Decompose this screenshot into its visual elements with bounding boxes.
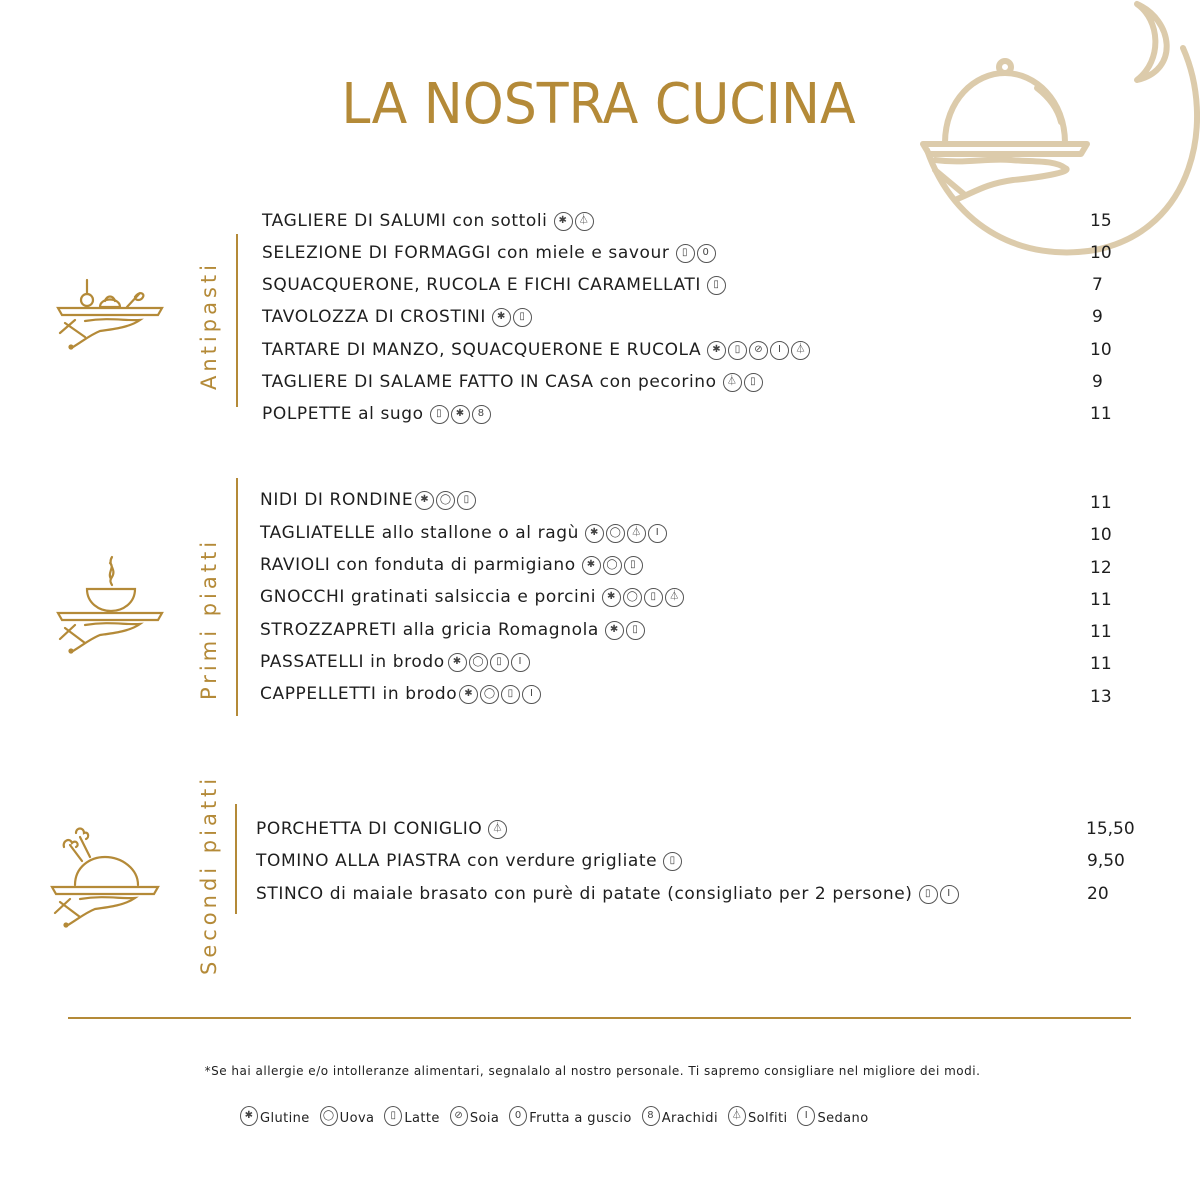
section-divider [236,478,238,716]
sedano-icon: Ⅰ [648,524,667,543]
glutine-icon: ✱ [554,212,573,231]
section-divider [235,804,237,914]
menu-item: TARTARE DI MANZO, SQUACQUERONE E RUCOLA ✱ ▯ ⊘ Ⅰ ⏃ [262,337,810,363]
latte-icon: ▯ [490,653,509,672]
frutta-a-guscio-icon: 0 [697,244,716,263]
menu-item: TOMINO ALLA PIASTRA con verdure grigliate ▯ [256,848,682,874]
latte-icon: ▯ [457,491,476,510]
section-label-secondi-piatti: Secondi piatti [197,774,221,975]
price: 7 [1092,275,1103,295]
allergen-icons [663,852,682,871]
latte-icon: ▯ [501,685,520,704]
legend-item-frutta-a-guscio: 0 Frutta a guscio [509,1106,631,1126]
price: 13 [1090,687,1112,707]
latte-icon: ▯ [513,308,532,327]
sedano-icon: Ⅰ [797,1106,815,1126]
cloche-moon-decoration-icon [915,0,1200,260]
glutine-icon: ✱ [585,524,604,543]
price: 11 [1090,654,1112,674]
arachidi-icon: 8 [642,1106,660,1126]
menu-item: SELEZIONE DI FORMAGGI con miele e savour ▯ 0 [262,240,716,266]
allergen-icons [707,341,810,360]
menu-item: CAPPELLETTI in brodo ✱ ◯ ▯ Ⅰ [260,681,541,707]
section-label-antipasti: Antipasti [197,261,221,390]
price: 9,50 [1087,851,1125,871]
latte-icon: ▯ [707,276,726,295]
menu-item: TAGLIERE DI SALUMI con sottoli ✱ ⏃ [262,208,594,234]
price: 15 [1090,211,1112,231]
uova-icon: ◯ [469,653,488,672]
menu-item: RAVIOLI con fonduta di parmigiano ✱ ◯ ▯ [260,552,643,578]
section-divider [236,234,238,407]
solfiti-icon: ⏃ [627,524,646,543]
latte-icon: ▯ [626,621,645,640]
price: 11 [1090,404,1112,424]
glutine-icon: ✱ [459,685,478,704]
menu-item: GNOCCHI gratinati salsiccia e porcini ✱ ◯ ▯ ⏃ [260,584,684,610]
arachidi-icon: 8 [472,405,491,424]
allergen-icons [582,556,643,575]
glutine-icon: ✱ [415,491,434,510]
legend-item-uova: ◯ Uova [320,1106,375,1126]
latte-icon: ▯ [744,373,763,392]
glutine-icon: ✱ [707,341,726,360]
glutine-icon: ✱ [451,405,470,424]
menu-item: NIDI DI RONDINE ✱ ◯ ▯ [260,487,476,513]
menu-item: POLPETTE al sugo ▯ ✱ 8 [262,401,491,427]
price: 10 [1090,340,1112,360]
latte-icon: ▯ [919,885,938,904]
allergen-icons [605,621,645,640]
allergen-icons [488,820,507,839]
allergen-icons [707,276,726,295]
latte-icon: ▯ [728,341,747,360]
menu-item: STROZZAPRETI alla gricia Romagnola ✱ ▯ [260,617,645,643]
allergen-icons [723,373,763,392]
glutine-icon: ✱ [240,1106,258,1126]
sedano-icon: Ⅰ [511,653,530,672]
soia-icon: ⊘ [450,1106,468,1126]
uova-icon: ◯ [623,588,642,607]
price: 10 [1090,525,1112,545]
uova-icon: ◯ [606,524,625,543]
sedano-icon: Ⅰ [940,885,959,904]
menu-item: TAGLIATELLE allo stallone o al ragù ✱ ◯ ⏃ Ⅰ [260,520,667,546]
tray-appetizers-icon [55,275,165,360]
solfiti-icon: ⏃ [728,1106,746,1126]
solfiti-icon: ⏃ [665,588,684,607]
solfiti-icon: ⏃ [488,820,507,839]
glutine-icon: ✱ [492,308,511,327]
allergen-icons [602,588,684,607]
page-title: LA NOSTRA CUCINA [340,72,856,137]
sedano-icon: Ⅰ [522,685,541,704]
allergen-icons [459,685,541,704]
sedano-icon: Ⅰ [770,341,789,360]
legend-item-glutine: ✱ Glutine [240,1106,310,1126]
section-label-primi-piatti: Primi piatti [197,537,221,700]
glutine-icon: ✱ [582,556,601,575]
glutine-icon: ✱ [602,588,621,607]
frutta-a-guscio-icon: 0 [509,1106,527,1126]
price: 9 [1092,307,1103,327]
legend-item-solfiti: ⏃ Solfiti [728,1106,788,1126]
price: 12 [1090,558,1112,578]
glutine-icon: ✱ [448,653,467,672]
allergy-note: *Se hai allergie e/o intolleranze alimentari, segnalalo al nostro personale. Ti sapremo consigliare nel migliore dei modi. [204,1064,981,1078]
latte-icon: ▯ [663,852,682,871]
latte-icon: ▯ [644,588,663,607]
menu-item: SQUACQUERONE, RUCOLA E FICHI CARAMELLATI ▯ [262,272,726,298]
solfiti-icon: ⏃ [575,212,594,231]
solfiti-icon: ⏃ [723,373,742,392]
menu-item: TAGLIERE DI SALAME FATTO IN CASA con pecorino ⏃ ▯ [262,369,763,395]
legend-item-latte: ▯ Latte [384,1106,439,1126]
latte-icon: ▯ [624,556,643,575]
allergen-icons [554,212,594,231]
allergen-icons [585,524,667,543]
allergen-legend [240,1106,869,1126]
allergen-icons [492,308,532,327]
legend-item-soia: ⊘ Soia [450,1106,499,1126]
allergen-icons [430,405,491,424]
latte-icon: ▯ [676,244,695,263]
legend-item-sedano: Ⅰ Sedano [797,1106,868,1126]
menu-item: STINCO di maiale brasato con purè di patate (consigliato per 2 persone) ▯ Ⅰ [256,881,959,907]
price: 11 [1090,590,1112,610]
allergen-icons [415,491,476,510]
menu-item: PORCHETTA DI CONIGLIO ⏃ [256,816,507,842]
footer-divider [68,1017,1131,1019]
allergen-icons [919,885,959,904]
menu-item: PASSATELLI in brodo ✱ ◯ ▯ Ⅰ [260,649,530,675]
allergen-icons [676,244,716,263]
price: 9 [1092,372,1103,392]
legend-item-arachidi: 8 Arachidi [642,1106,718,1126]
price: 11 [1090,622,1112,642]
price: 20 [1087,884,1109,904]
tray-soup-bowl-icon [55,555,165,660]
price: 10 [1090,243,1112,263]
uova-icon: ◯ [436,491,455,510]
latte-icon: ▯ [384,1106,402,1126]
price: 11 [1090,493,1112,513]
menu-item: TAVOLOZZA DI CROSTINI ✱ ▯ [262,304,532,330]
tray-roast-chicken-icon [50,825,160,935]
uova-icon: ◯ [480,685,499,704]
solfiti-icon: ⏃ [791,341,810,360]
allergen-icons [448,653,530,672]
latte-icon: ▯ [430,405,449,424]
glutine-icon: ✱ [605,621,624,640]
soia-icon: ⊘ [749,341,768,360]
uova-icon: ◯ [320,1106,338,1126]
uova-icon: ◯ [603,556,622,575]
price: 15,50 [1086,819,1135,839]
